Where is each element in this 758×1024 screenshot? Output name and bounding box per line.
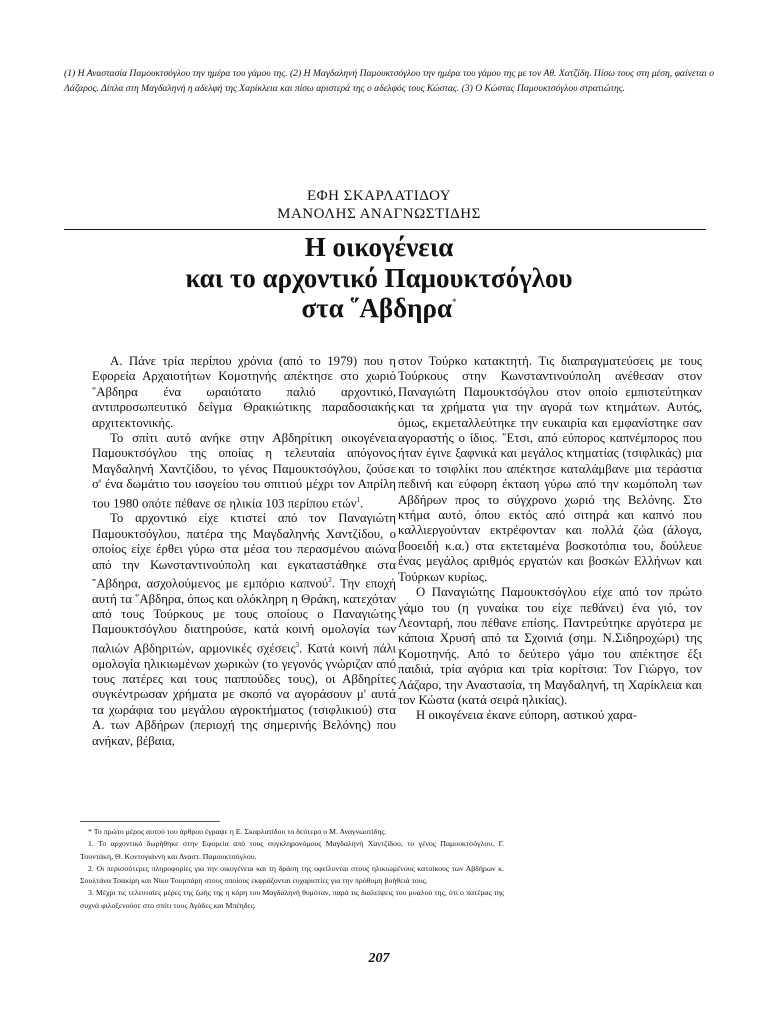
author-2: ΜΑΝΟΛΗΣ ΑΝΑΓΝΩΣΤΙΔΗΣ: [277, 206, 481, 222]
paragraph: Ο Παναγιώτης Παμουκτσόγλου είχε από τον πρώτο γάμο του (η γυναίκα του είχε πεθάνει) ένα γιό, τον Λεονταρή, που πέθανε επίσης. Παντρεύτηκε αργότερα με κάποια Χρυσή από τα Σχοινιά (σημ. Ν.Σιδηροχώρι) της Κομοτηνής. Από το δεύτερο γάμο του απέκτησε έξι παιδιά, τρία αγόρια και τρία κορίτσια: Τον Γιώργο, τον Λάζαρο, την Αναστασία, τη Μαγδαληνή, τη Χαρίκλεια και τον Κώστα (κατά σειρά ηλικίας).: [398, 585, 702, 707]
footnote-ref-1: 1: [356, 495, 360, 504]
title-line-3-text: στα ῞Αβδηρα: [301, 293, 453, 323]
page-number: 207: [368, 951, 390, 966]
photo-caption: (1) Η Αναστασία Παμουκτσόγλου την ημέρα του γάμου της. (2) Η Μαγδαληνή Παμουκτσόγλου την ημέρα του γάμου της με τον Αθ. Χατζίδη. Πίσω τους στη μέση, φαίνεται ο Λάζαρος. Δίπλα στη Μαγδαληνή η αδελφή της Χαρίκλεια και πίσω αριστερά της ο αδελφός τους Κώστας. (3) Ο Κώστας Παμουκτσόγλου στρατιώτης.: [64, 68, 714, 94]
title-rule: [64, 229, 706, 230]
paragraph-text: Το αρχοντικό είχε κτιστεί από τον Παναγιώτη Παμουκτσόγλου, πατέρα της Μαγδαληνής Χαντζίδου, ο οποίος είχε έρθει γύρω στα μέσα του περασμένου αιώνα από την Κωνσταντινούπολη και εγκαταστάθηκε στα ῞Αβδηρα, ασχολούμενος με εμπόριο καπνού: [92, 511, 396, 591]
paragraph: Η οικογένεια έκανε εύπορη, αστικού χαρα-: [416, 708, 637, 723]
footnote-ref-2: 2: [328, 575, 332, 584]
paragraph: Το σπίτι αυτό ανήκε στην Αβδηρίτικη οικογένεια Παμουκτσόγλου της οποίας η τελευταία απόγονος Μαγδαληνή Χαντζίδου, το γένος Παμουκτσόγλου, ζούσε σ' ένα δωμάτιο του ισογείου του σπιτιού μέχρι τον Απρίλη του 1980 οπότε πέθανε σε ηλικία 103 περίπου ετών$^1$.: [92, 431, 396, 510]
footnote-ref-3: 3: [295, 640, 300, 649]
paragraph-text: Το σπίτι αυτό ανήκε στην Αβδηρίτικη οικογένεια Παμουκτσόγλου της οποίας η τελευταία απόγονος Μαγδαληνή Χαντζίδου, το γένος Παμουκτσόγλου, ζούσε σ' ένα δωμάτιο του ισογείου του σπιτιού μέχρι τον Απρίλη του 1980 οπότε πέθανε σε ηλικία 103 περίπου ετών: [92, 431, 396, 510]
footnote: 1. Το αρχοντικό δωρήθηκε στην Εφορεία από τους συγκληρονόμους Μαγδαληνή Χαντζίδου, το γένος Παμουκτσόγλου, Γ. Τσοντάκη, Θ. Κοντογιάννη και Αναστ. Παμουκτσόγλου.: [80, 839, 504, 861]
footnote-divider: [80, 821, 220, 822]
footnote: 3. Μέχρι τις τελευταίες μέρες της ζωής της η κόρη του Μαγδαληνή θυμόταν, παρά τις διαλείψεις του μυαλού της, ότι ο πατέρας της συχνά φιλοξενούσε στο σπίτι τους Αγάδες και Μπέηδες.: [80, 888, 504, 910]
title-line-1: Η οικογένεια: [304, 232, 454, 262]
title-footnote-marker: *: [452, 297, 457, 307]
footnotes: [80, 826, 504, 912]
footnote: 2. Οι περισσότερες πληροφορίες για την οικογένεια και τη δράση της οφείλονται στους ηλικιωμένους κατοίκους των Αβδήρων κ. Σουλτάνα Τσακίρη και Νίκο Τουμπάρη στους οποίους εκφράζονται ευχαριστίες για την πρόθυμη βοήθειά τους.: [80, 863, 504, 886]
author-1: ΕΦΗ ΣΚΑΡΛΑΤΙΔΟΥ: [306, 188, 452, 204]
footnote: * Το πρώτο μέρος αυτού του άρθρου έγραψε η Ε. Σκαρλατίδου το δεύτερο ο Μ. Αναγνωστίδης.: [88, 827, 387, 836]
paragraph-text: . Κατά κοινή πάλι ομολογία ηλικιωμένων χωρικών (το γεγονός γνώριζαν από τους πατέρες και τους παππούδες τους), οι Αβδηρίτες συγκέντρωσαν χρήματα με σκοπό να αγοράσουν μ' αυτά τα χωράφια του μεγάλου αγροκτήματος (τσιφλικιού) στα Α. των Αβδήρων (περιοχή της σημερινής Βελόνης) που ανήκαν, βέβαια,: [92, 641, 396, 748]
left-column: [92, 354, 396, 749]
paragraph: Α. Πάνε τρία περίπου χρόνια (από το 1979) που η Εφορεία Αρχαιοτήτων Κομοτηνής απέκτησε στο χωριό ῞Αβδηρα ένα ωραιότατο παλιό αρχοντικό, αντιπροσωπευτικό δείγμα Θρακιώτικης παραδοσιακής αρχιτεκτονικής.: [92, 354, 396, 430]
title-line-3: [0, 293, 758, 324]
paragraph: στον Τούρκο κατακτητή. Τις διαπραγματεύσεις με τους Τούρκους στην Κωνσταντινούπολη ανέθεσαν στον Παναγιώτη Παμουκτσόγλου στον οποίο εμπιστεύτηκαν και τα χρήματα για την αγορά των κτημάτων. Αυτός, όμως, εκμεταλλεύτηκε την ευκαιρία και εμφανίστηκε σαν αγοραστής ο ίδιος. ῎Ετσι, από εύπορος καπνέμπορος που ήταν έγινε ξαφνικά και μεγάλος κτηματίας (τσιφλικάς) μια και το τσιφλίκι που απέκτησε καταλάμβανε μια τεράστια πεδινή και εύφορη έκταση γύρω από την κωμόπολη των Αβδήρων προς το σύγχρονο χωριό της Βελόνης. Στο κτήμα αυτό, όπου εκτός από σιτηρά και καπνό που καλλιεργούνταν εκτρέφονταν και πολλά ζώα (άλογα, βοοειδή κ.α.) στα εκτεταμένα βοσκοτόπια του, δούλευε ένας μεγάλος αριθμός εργατών και βοσκών Ελλήνων και Τούρκων κυρίως.: [398, 354, 702, 584]
paragraph-text: . Την εποχή αυτή τα ῞Αβδηρα, όπως και ολόκληρη η Θράκη, κατεχόταν από τους Τούρκους με τους οποίους ο Παναγιώτης Παμουκτσόγλου διατηρούσε, κατά κοινή ομολογία των παλιών Αβδηριτών, αρμονικές σχέσεις: [92, 576, 396, 656]
paragraph: [92, 511, 396, 749]
right-column: [398, 354, 702, 724]
title-line-2: και το αρχοντικό Παμουκτσόγλου: [185, 263, 573, 293]
